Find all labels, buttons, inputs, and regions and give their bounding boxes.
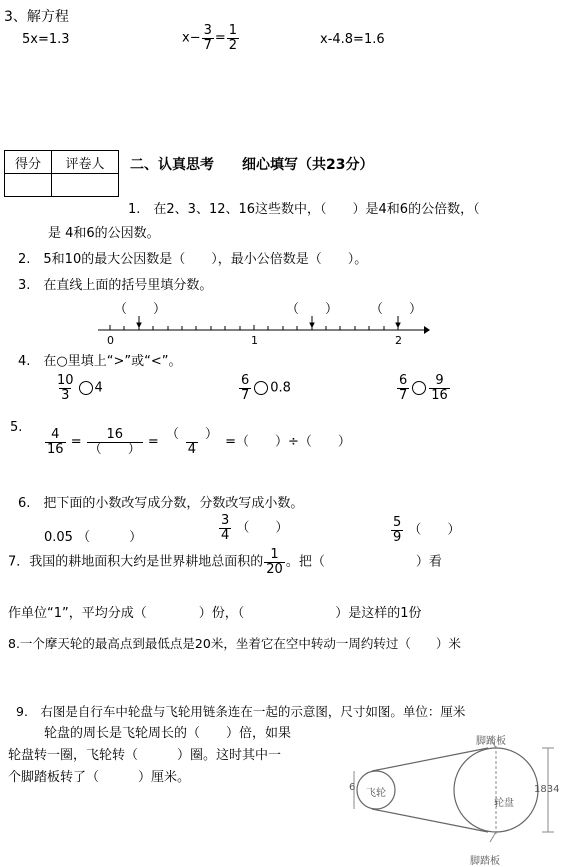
score-header: 得分 [5,151,52,174]
q4-item-a: $\frac{10}{3}$ 4 [57,373,103,403]
q9-line4: 个脚踏板转了（ ）厘米。 [8,770,191,785]
q8-text: 8.一个摩天轮的最高点到最低点是20米，坐着它在空中转动一周约转过（ ）米 [8,636,461,651]
grader-header: 评卷人 [52,151,119,174]
section2-title: 二、认真思考 细心填写（共23分） [130,157,374,173]
q5-label: 5. [10,420,23,435]
q7-line1: 7．我国的耕地面积大约是世界耕地总面积的 $\frac{1}{20}$ 。把（ ）看 [8,547,442,577]
grader-cell[interactable] [52,174,119,197]
q3-paren-1[interactable]: （ ） [114,302,167,317]
q9-line1: 9. 右图是自行车中轮盘与飞轮用链条连在一起的示意图，尺寸如图。单位：厘米 [16,704,466,719]
q5-equation: $\frac{4}{16}$ = $\frac{16}{( )}$ = $\frac{( )}{4}$ =（ ）÷（ ） [47,427,351,457]
q4-item-b: $\frac{6}{7}$ 0.8 [241,373,291,403]
tick-label-0: 0 [107,334,114,347]
equation-2: x− $\frac{3}{7}$ = $\frac{1}{2}$ [182,23,238,53]
tick-label-2: 2 [395,334,402,347]
tick-label-1: 1 [251,334,258,347]
compare-circle[interactable] [412,381,426,395]
q6-item-a: 0.05 （ ） [44,530,143,545]
small-diameter-label: 6 [349,782,356,793]
pedal-label-top: 脚踏板 [476,736,506,747]
q9-line3: 轮盘转一圈，飞轮转（ ）圈。这时其中一 [8,748,282,763]
chainring-label: 轮盘 [494,798,514,809]
section3-title: 3、解方程 [4,9,69,25]
score-table [4,150,119,197]
score-cell[interactable] [5,174,52,197]
equation-1: 5x=1.3 [22,32,70,47]
q6-text: 6. 把下面的小数改写成分数，分数改写成小数。 [18,496,304,511]
q1-line1: 1. 在2、3、12、16这些数中，（ ）是4和6的公倍数，（ [128,202,480,217]
q1-line2: 是 4和6的公因数。 [48,226,160,241]
number-line [90,312,430,342]
equation-3: x-4.8=1.6 [320,32,385,47]
pedal-label-bottom: 脚踏板 [470,856,500,867]
q2-text: 2. 5和10的最大公因数是（ ），最小公倍数是（ ）。 [18,252,368,267]
q7-line2: 作单位“1”，平均分成（ ）份，（ ）是这样的1份 [8,606,422,621]
q3-paren-2[interactable]: （ ） [286,302,339,317]
q6-item-c: $\frac{5}{9}$ （ ） [393,515,461,545]
large-diameter-label: 1834 [534,784,560,795]
q6-item-b: $\frac{3}{4}$ （ ） [221,513,289,543]
q3-paren-3[interactable]: （ ） [370,302,423,317]
q9-line2: 轮盘的周长是飞轮周长的（ ）倍，如果 [44,726,292,741]
q3-text: 3. 在直线上面的括号里填分数。 [18,278,213,293]
q4-text: 4. 在○里填上“>”或“<”。 [18,354,182,369]
compare-circle[interactable] [79,381,93,395]
compare-circle[interactable] [254,381,268,395]
flywheel-label: 飞轮 [366,788,386,799]
q4-item-c: $\frac{6}{7}$ $\frac{9}{16}$ [399,373,448,403]
